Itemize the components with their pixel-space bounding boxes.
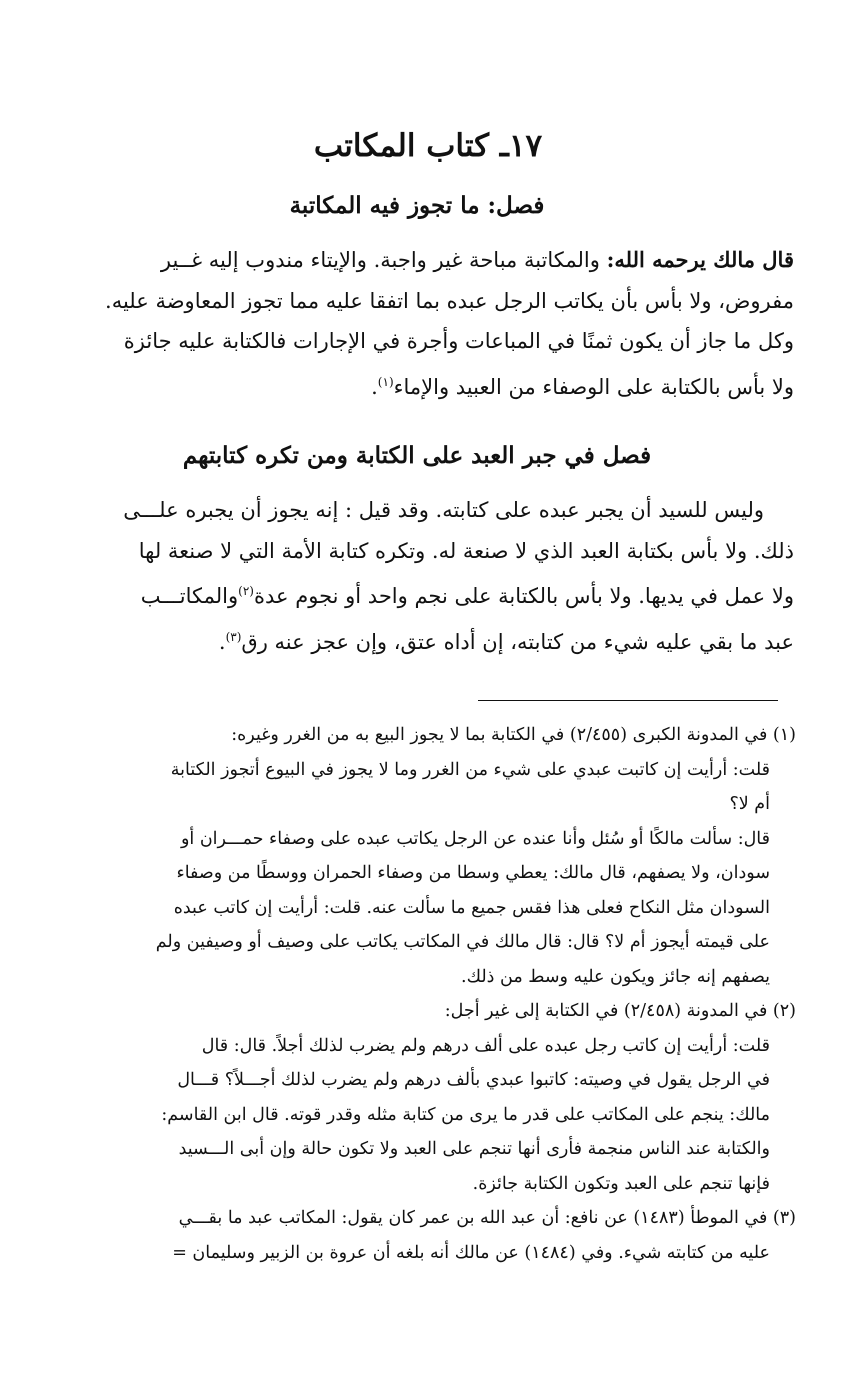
footnote-line: السودان مثل النكاح فعلى هذا فقس جميع ما سألت عنه. قلت: أرأيت إن كاتب عبده [173, 897, 770, 918]
footnote-line: عليه من كتابته شيء. وفي (١٤٨٤) عن مالك أنه بلغه أن عروة بن الزبير وسليمان = [172, 1242, 770, 1263]
footnote-line: والكتابة عند الناس منجمة فأرى أنها تنجم على العبد ولا تكون حالة وإن أبى الـــسيد [178, 1139, 770, 1159]
footnote-line: أم لا؟ [729, 794, 770, 814]
paragraph-line: ذلك. ولا بأس بكتابة العبد الذي لا صنعة له. وتكره كتابة الأمة التي لا صنعة لها [138, 538, 794, 563]
footnote-line: سودان، ولا يصفهم، قال مالك: يعطي وسطا من وصفاء الحمران ووسطًا من وصفاء [176, 863, 770, 883]
section-1-paragraph [40, 240, 794, 407]
paragraph-line: وكل ما جاز أن يكون ثمنًا في المباعات وأجرة في الإجارات فالكتابة عليه جائزة [123, 329, 794, 353]
footnote-line: يصفهم إنه جائز ويكون عليه وسط من ذلك. [461, 966, 770, 987]
footnote-line: (٢) في المدونة (٢/٤٥٨) في الكتابة إلى غير أجل: [444, 1001, 796, 1021]
footnote-line: على قيمته أيجوز أم لا؟ قال: قال مالك في المكاتب يكاتب على وصيف أو وصيفين ولم [155, 932, 770, 952]
paragraph-line: عبد ما بقي عليه شيء من كتابته، إن أداه عتق، وإن عجز عنه رق$^{(٣)}$. [218, 629, 794, 654]
paragraph-line: مفروض، ولا بأس بأن يكاتب الرجل عبده بما اتفقا عليه مما تجوز المعاوضة عليه. [105, 288, 794, 313]
footnote-line: مالك: ينجم على المكاتب على قدر ما يرى من كتابة مثله وقدر قوته. قال ابن القاسم: [161, 1104, 770, 1125]
footnote-separator [478, 700, 778, 701]
section-heading-coercion: فصل في جبر العبد على الكتابة ومن تكره كتابتهم [182, 442, 652, 469]
footnote-line: (١) في المدونة الكبرى (٢/٤٥٥) في الكتابة بما لا يجوز البيع به من الغرر وغيره: [231, 725, 796, 745]
paragraph-line: وليس للسيد أن يجبر عبده على كتابته. وقد قيل : إنه يجوز أن يجبره علـــى [123, 498, 764, 522]
footnote-line: في الرجل يقول في وصيته: كاتبوا عبدي بألف درهم ولم يضرب لذلك أجـــلاً؟ قـــال [177, 1070, 770, 1090]
section-heading-permissible-contract: فصل: ما تجوز فيه المكاتبة [289, 192, 545, 219]
footnote-line: قال: سألت مالكًا أو سُئل وأنا عنده عن الرجل يكاتب عبده على وصفاء حمـــران أو [180, 828, 770, 849]
paragraph-line: ولا بأس بالكتابة على الوصفاء من العبيد والإماء$^{(١)}$. [371, 374, 794, 399]
paragraph-line: قال مالك يرحمه الله: والمكاتبة مباحة غير واجبة. والإيتاء مندوب إليه غــير [160, 247, 794, 272]
paragraph-line: ولا عمل في يديها. ولا بأس بالكتابة على نجم واحد أو نجوم عدة$^{(٢)}$والمكاتـــب [140, 584, 794, 608]
footnote-ref[interactable]: (١) [377, 374, 394, 389]
lead-phrase: قال مالك يرحمه الله: [606, 247, 794, 272]
footnote-line: قلت: أرأيت إن كاتبت عبدي على شيء من الغرر وما لا يجوز في البيوع أتجوز الكتابة [170, 759, 770, 780]
footnotes [40, 718, 796, 1270]
footnote-ref[interactable]: (٣) [225, 629, 242, 644]
section-2-paragraph [40, 490, 794, 662]
footnote-line: فإنها تنجم على العبد وتكون الكتابة جائزة. [472, 1173, 770, 1194]
footnote-ref[interactable]: (٢) [238, 584, 254, 598]
footnote-line: قلت: أرأيت إن كاتب رجل عبده على ألف درهم ولم يضرب لذلك أجلاً. قال: قال [201, 1035, 770, 1056]
footnote-line: (٣) في الموطأ (١٤٨٣) عن نافع: أن عبد الله بن عمر كان يقول: المكاتب عبد ما بقـــي [178, 1208, 796, 1228]
chapter-title: ١٧ـ كتاب المكاتب [313, 128, 543, 164]
